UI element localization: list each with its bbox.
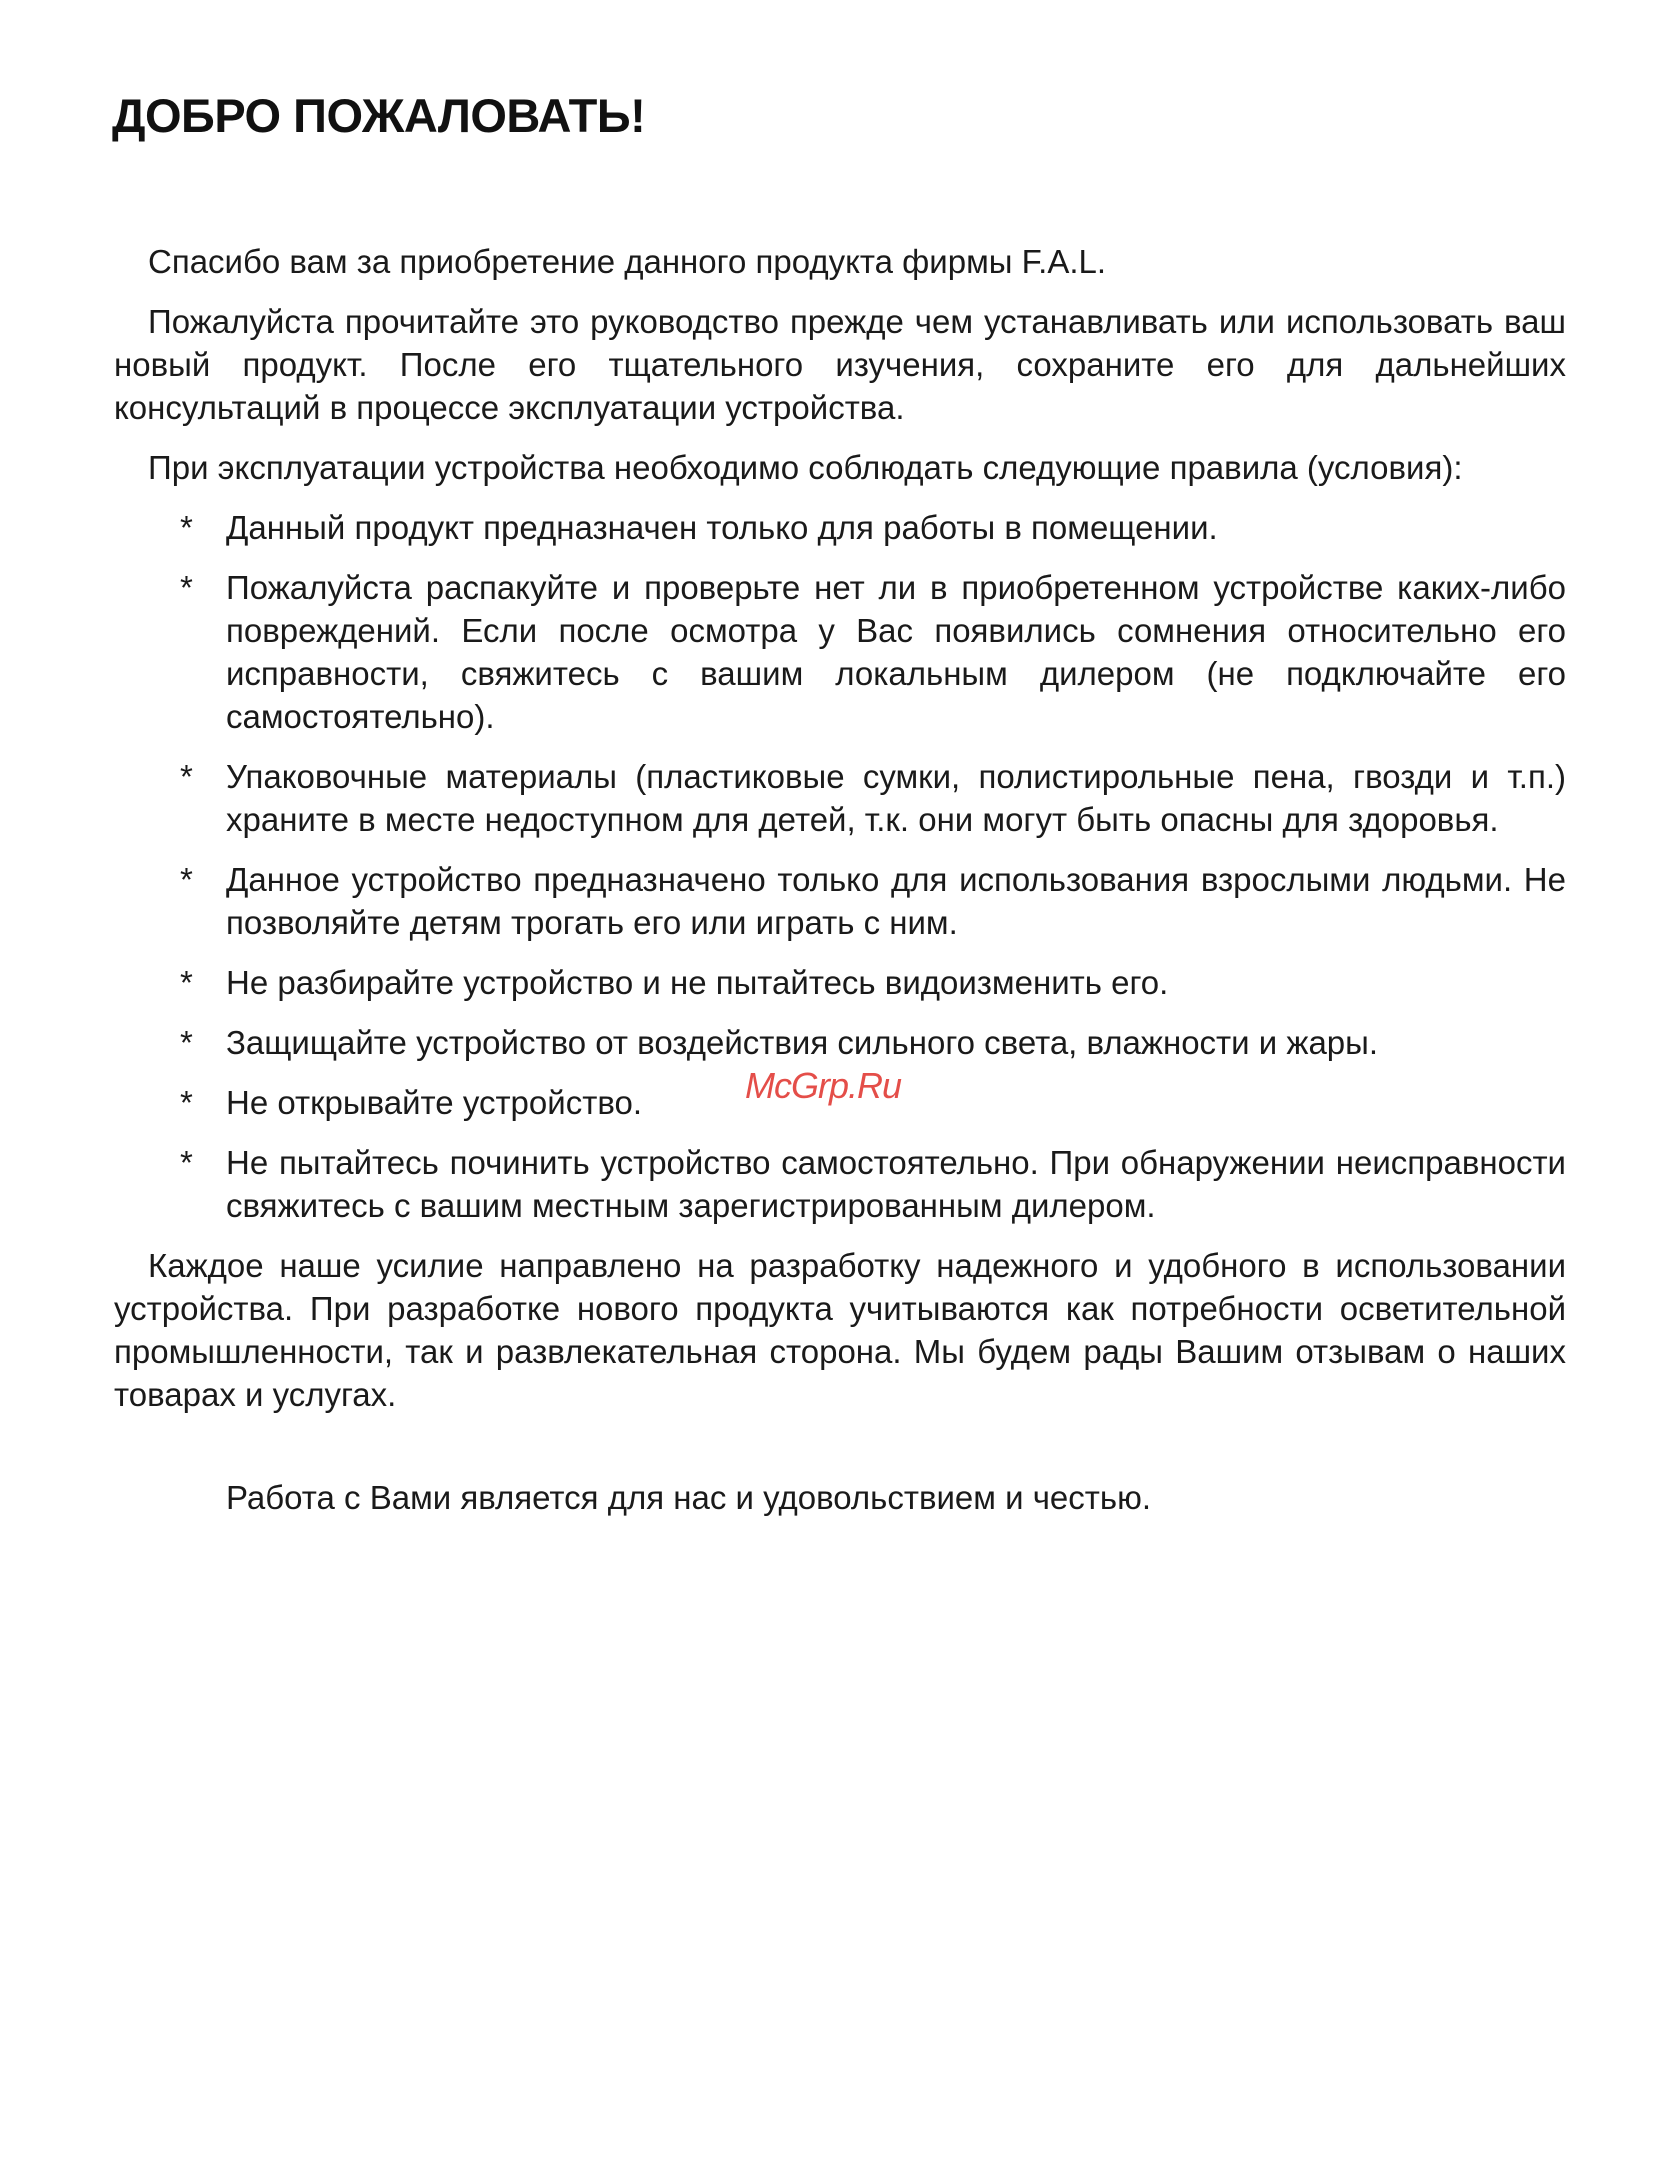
bullet-marker: * [180, 569, 193, 606]
page-content [114, 240, 1566, 1519]
bullet-marker: * [180, 758, 193, 795]
rule-text: Не открывайте устройство. [226, 1084, 642, 1121]
bullet-marker: * [180, 1144, 193, 1181]
list-item [114, 1141, 1566, 1227]
rules-lead-paragraph: При эксплуатации устройства необходимо соблюдать следующие правила (условия): [148, 449, 1463, 486]
list-item [114, 1021, 1566, 1064]
rule-text: Не пытайтесь починить устройство самостоятельно. При обнаружении неисправности свяжитесь с вашим местным зарегистрированным дилером. [226, 1144, 1566, 1224]
bullet-marker: * [180, 1024, 193, 1061]
rule-text: Не разбирайте устройство и не пытайтесь видоизменить его. [226, 964, 1169, 1001]
list-item [114, 506, 1566, 549]
rule-text: Данный продукт предназначен только для работы в помещении. [226, 509, 1218, 546]
page-title: ДОБРО ПОЖАЛОВАТЬ! [112, 89, 646, 142]
rule-text: Пожалуйста распакуйте и проверьте нет ли в приобретенном устройстве каких-либо повреждений. Если после осмотра у Вас появились сомнения относительно его исправности, свяжитесь с вашим локальным дилером (не подключайте его самостоятельно). [226, 569, 1566, 735]
read-manual-paragraph: Пожалуйста прочитайте это руководство прежде чем устанавливать или использовать ваш новый продукт. После его тщательного изучения, сохраните его для дальнейших консультаций в процессе эксплуатации устройства. [114, 303, 1566, 426]
thanks-paragraph: Спасибо вам за приобретение данного продукта фирмы F.A.L. [148, 243, 1107, 280]
list-item [114, 858, 1566, 944]
bullet-marker: * [180, 964, 193, 1001]
list-item [114, 755, 1566, 841]
list-item [114, 566, 1566, 738]
rule-text: Защищайте устройство от воздействия сильного света, влажности и жары. [226, 1024, 1379, 1061]
bullet-marker: * [180, 509, 193, 546]
watermark-text: McGrp.Ru [745, 1065, 902, 1106]
bullet-marker: * [180, 861, 193, 898]
rules-list [114, 506, 1566, 1227]
rule-text: Упаковочные материалы (пластиковые сумки, полистирольные пена, гвозди и т.п.) храните в месте недоступном для детей, т.к. они могут быть опасны для здоровья. [226, 758, 1566, 838]
bullet-marker: * [180, 1084, 193, 1121]
list-item [114, 961, 1566, 1004]
closing-paragraph: Каждое наше усилие направлено на разработку надежного и удобного в использовании устройства. При разработке нового продукта учитываются как потребности осветительной промышленности, так и развлекательная сторона. Мы будем рады Вашим отзывам о наших товарах и услугах. [114, 1247, 1566, 1413]
signoff-line: Работа с Вами является для нас и удовольствием и честью. [226, 1479, 1151, 1516]
rule-text: Данное устройство предназначено только для использования взрослыми людьми. Не позволяйте детям трогать его или играть с ним. [226, 861, 1566, 941]
